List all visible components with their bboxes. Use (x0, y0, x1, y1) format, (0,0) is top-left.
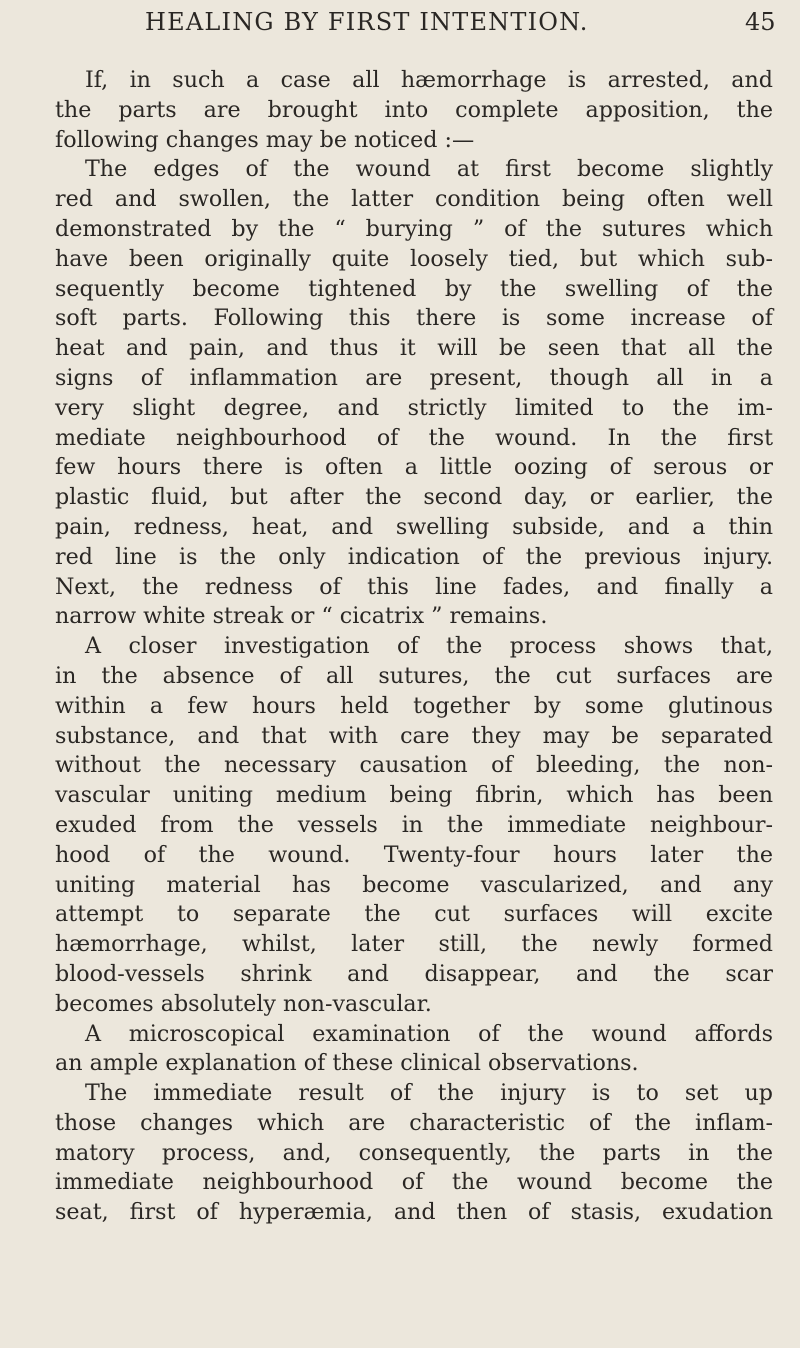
text-line: have been originally quite loosely tied, but which sub- (55, 245, 773, 272)
text-line: The edges of the wound at first become slightly (85, 156, 773, 183)
text-line: very slight degree, and strictly limited to the im- (55, 394, 773, 421)
text-line: hæmorrhage, whilst, later still, the newly formed (55, 931, 773, 958)
text-line: hood of the wound. Twenty-four hours later the (55, 841, 773, 868)
text-line: substance, and that with care they may be separated (55, 722, 773, 749)
text-line: soft parts. Following this there is some increase of (55, 305, 773, 332)
text-line: A closer investigation of the process shows that, (85, 633, 773, 660)
text-line: The immediate result of the injury is to set up (85, 1080, 773, 1107)
text-line: A microscopical examination of the wound affords (85, 1020, 773, 1047)
text-line: uniting material has become vascularized, and any (55, 871, 773, 898)
text-line: blood-vessels shrink and disappear, and the scar (55, 960, 773, 987)
text-line: matory process, and, consequently, the parts in the (55, 1139, 773, 1166)
text-line: becomes absolutely non-vascular. (55, 990, 432, 1017)
text-line: demonstrated by the “ burying ” of the sutures which (55, 215, 773, 242)
text-line: the parts are brought into complete apposition, the (55, 96, 773, 123)
text-line: Next, the redness of this line fades, and finally a (55, 573, 773, 600)
text-line: red line is the only indication of the previous injury. (55, 543, 773, 570)
text-line: immediate neighbourhood of the wound become the (55, 1169, 773, 1196)
text-line: in the absence of all sutures, the cut surfaces are (55, 662, 773, 689)
text-line: red and swollen, the latter condition being often well (55, 186, 773, 213)
text-line: mediate neighbourhood of the wound. In the first (55, 424, 773, 451)
text-line: seat, first of hyperæmia, and then of stasis, exudation (55, 1199, 773, 1226)
page-number: 45 (745, 8, 776, 36)
text-line: attempt to separate the cut surfaces will excite (55, 901, 773, 928)
text-line: If, in such a case all hæmorrhage is arrested, and (85, 67, 773, 93)
page-header (0, 6, 800, 46)
text-line: following changes may be noticed :— (55, 126, 475, 153)
text-line: narrow white streak or “ cicatrix ” remains. (55, 603, 548, 630)
body-text (55, 66, 773, 1228)
text-line: an ample explanation of these clinical observations. (55, 1050, 639, 1077)
text-line: sequently become tightened by the swelling of the (55, 275, 773, 302)
text-line: few hours there is often a little oozing of serous or (55, 454, 773, 481)
text-line: those changes which are characteristic of the inflam- (55, 1109, 773, 1136)
text-line: heat and pain, and thus it will be seen that all the (55, 335, 773, 362)
text-line: plastic fluid, but after the second day, or earlier, the (55, 484, 773, 511)
text-line: signs of inflammation are present, though all in a (55, 364, 773, 391)
running-title: HEALING BY FIRST INTENTION. (145, 8, 589, 36)
text-line: exuded from the vessels in the immediate neighbour- (55, 811, 773, 838)
text-line: vascular uniting medium being fibrin, which has been (55, 782, 773, 809)
text-line: without the necessary causation of bleeding, the non- (55, 752, 773, 779)
text-line: pain, redness, heat, and swelling subside, and a thin (55, 513, 773, 540)
text-line: within a few hours held together by some glutinous (55, 692, 773, 719)
